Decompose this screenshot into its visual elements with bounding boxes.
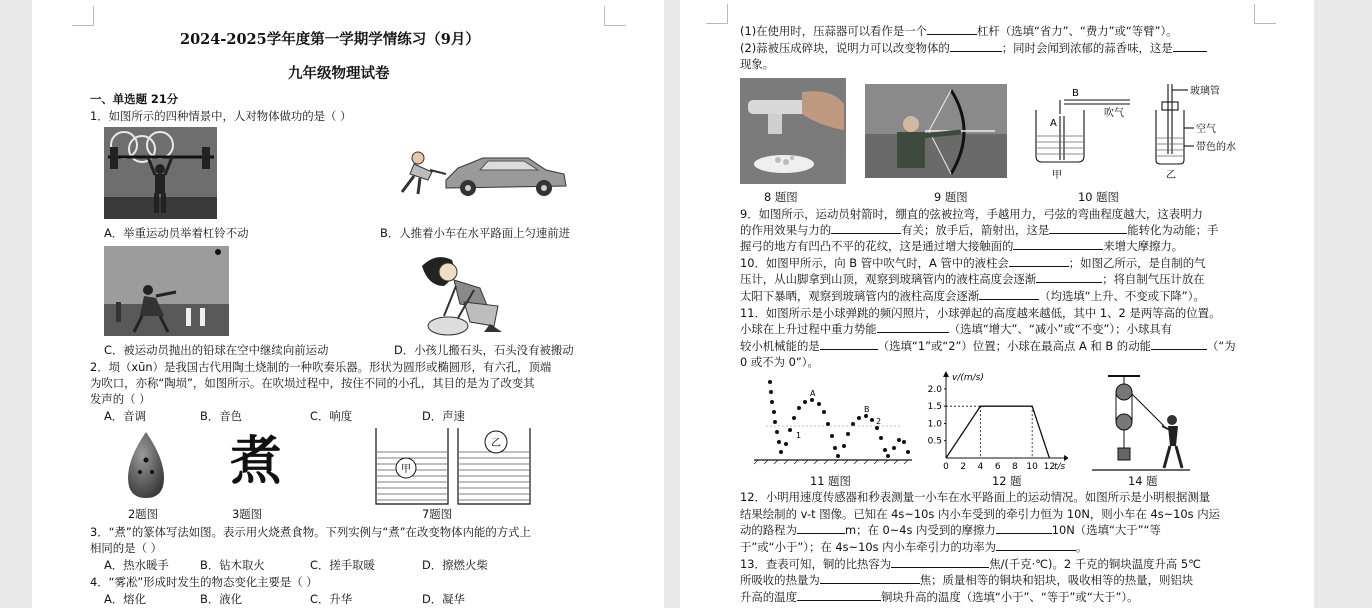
blank[interactable] bbox=[950, 40, 1002, 52]
fig11-label-2: 2 bbox=[876, 417, 882, 426]
q10-text: ；如图乙所示，是自制的气 bbox=[1068, 256, 1206, 270]
y-tick-label: 0.5 bbox=[927, 436, 942, 447]
q9-text: 能转化为动能；手 bbox=[1127, 223, 1219, 237]
option-4b: B．液化 bbox=[200, 592, 242, 606]
question-12-line-3 bbox=[740, 522, 1161, 538]
q8-text: 杠杆（选填“省力”、“费力”或“等臂”）。 bbox=[977, 24, 1178, 38]
x-tick-label: 10 bbox=[1026, 462, 1038, 472]
question-2-line-2: 为吹口，亦称“陶埙”，如图所示。在吹埙过程中，按住不同的小孔，其目的是为了改变其 bbox=[90, 376, 535, 390]
y-axis-arrow bbox=[943, 371, 949, 377]
fig11-label-a: A bbox=[810, 389, 816, 398]
question-4: 4．“雾凇”形成时发生的物态变化主要是（ ） bbox=[90, 575, 318, 589]
option-3d: D．擦燃火柴 bbox=[422, 558, 488, 572]
caption-fig14: 14 题 bbox=[1128, 474, 1158, 488]
caption-fig8: 8 题图 bbox=[764, 190, 798, 204]
y-axis-label: v/(m/s) bbox=[952, 373, 984, 383]
q8-text: ；同时会闻到浓郁的蒜香味，这是 bbox=[1001, 41, 1173, 55]
fig10-label-a: A bbox=[1050, 118, 1057, 129]
question-11-line-2 bbox=[740, 321, 1172, 337]
exam-subtitle: 九年级物理试卷 bbox=[288, 65, 390, 82]
x-tick-label: 12 bbox=[1043, 462, 1056, 472]
seal-character: 煮 bbox=[229, 431, 282, 492]
push-car-image bbox=[388, 148, 570, 200]
blank[interactable] bbox=[979, 288, 1039, 300]
velocity-series-line bbox=[946, 406, 1049, 458]
question-10-line-3 bbox=[740, 288, 1205, 304]
q13-text: 所吸收的热量为 bbox=[740, 573, 820, 587]
q11-text: 小球在上升过程中重力势能 bbox=[740, 322, 877, 336]
option-1a: A．举重运动员举着杠铃不动 bbox=[104, 226, 249, 240]
archer-image bbox=[865, 84, 1007, 178]
blank[interactable] bbox=[996, 539, 1076, 551]
fig10-label-jia: 甲 bbox=[1052, 170, 1062, 181]
fig10-label-blow: 吹气 bbox=[1104, 108, 1124, 119]
q10-text: （均选填“上升、不变或下降”）。 bbox=[1039, 289, 1205, 303]
q10-text: 压计，从山脚拿到山顶，观察到玻璃管内的液柱高度会逐渐 bbox=[740, 272, 1037, 286]
section-heading: 一、单选题 21分 bbox=[90, 92, 179, 106]
crop-mark bbox=[706, 4, 728, 24]
q11-text: （“为 bbox=[1206, 339, 1236, 353]
fig10-label-glass-tube: 玻璃管 bbox=[1190, 86, 1220, 97]
blank[interactable] bbox=[1009, 255, 1069, 267]
q13-text: 焦；质量相等的铜块和铝块，吸收相等的热量，则铝块 bbox=[919, 573, 1194, 587]
blank[interactable] bbox=[1036, 271, 1102, 283]
caption-fig3: 3题图 bbox=[232, 507, 263, 521]
question-3-line-2: 相同的是（ ） bbox=[90, 541, 162, 555]
q11-text: 较小机械能的是 bbox=[740, 339, 820, 353]
blank[interactable] bbox=[820, 338, 878, 350]
fig10-label-yi: 乙 bbox=[1166, 170, 1176, 181]
option-2b: B．音色 bbox=[200, 409, 242, 423]
option-2a: A．音调 bbox=[104, 409, 146, 423]
blank[interactable] bbox=[877, 321, 949, 333]
question-1: 1．如图所示的四种情景中，人对物体做功的是（ ） bbox=[90, 109, 352, 123]
q10-text: 10．如图甲所示，向 B 管中吹气时，A 管中的液柱会 bbox=[740, 256, 1009, 270]
caption-fig10: 10 题图 bbox=[1078, 190, 1119, 204]
blank[interactable] bbox=[927, 23, 977, 35]
fig11-label-b: B bbox=[864, 405, 870, 414]
q10-text: ；将自制气压计放在 bbox=[1102, 272, 1205, 286]
x-axis-label: t/s bbox=[1054, 462, 1066, 472]
garlic-press-image bbox=[740, 78, 846, 184]
crop-mark bbox=[1254, 4, 1276, 24]
blank[interactable] bbox=[996, 522, 1052, 534]
question-9-line-3 bbox=[740, 238, 1183, 254]
option-4a: A．熔化 bbox=[104, 592, 146, 606]
q8-text: (1)在使用时，压蒜器可以看作是一个 bbox=[740, 24, 927, 38]
q10-text: 太阳下暴晒，观察到玻璃管内的液柱高度会逐渐 bbox=[740, 289, 980, 303]
question-10-line-2 bbox=[740, 271, 1205, 287]
q12-text: 于”或“小于”）；在 4s~10s 内小车牵引力的功率为 bbox=[740, 540, 997, 554]
fig10-label-b: B bbox=[1072, 88, 1079, 99]
jar-label-yi: 乙 bbox=[491, 438, 501, 449]
q8-line-3: 现象。 bbox=[740, 57, 775, 71]
blank[interactable] bbox=[1173, 40, 1207, 52]
q11-text: （选填“增大”、“减小”或“不变”）；小球具有 bbox=[948, 322, 1173, 336]
weightlifter-image bbox=[104, 127, 217, 219]
option-4c: C．升华 bbox=[310, 592, 353, 606]
x-tick-label: 4 bbox=[977, 462, 984, 472]
exam-title: 2024-2025学年度第一学期学情练习（9月） bbox=[180, 31, 480, 48]
q13-text: 铜块升高的温度（选填“小于”、“等于”或“大于”）。 bbox=[880, 590, 1139, 604]
right-page bbox=[680, 0, 1314, 608]
question-12-line-4 bbox=[740, 539, 1087, 555]
question-13-line-1 bbox=[740, 556, 1201, 572]
q12-text: 10N（选填“大于”“等 bbox=[1051, 523, 1161, 537]
question-11-line-4: 0 或不为 0”）。 bbox=[740, 355, 819, 369]
q13-text: 13．查表可知，铜的比热容为 bbox=[740, 557, 892, 571]
question-9-line-2 bbox=[740, 222, 1218, 238]
pulley-figure bbox=[1088, 372, 1194, 474]
question-12-line-1: 12．小明用速度传感器和秒表测量一小车在水平路面上的运动情况。如图所示是小明根据测量 bbox=[740, 490, 1211, 504]
jar-label-jia: 甲 bbox=[401, 464, 411, 475]
q9-text: 握弓的地方有凹凸不平的花纹，这是通过增大接触面的 bbox=[740, 239, 1014, 253]
y-tick-label: 1.5 bbox=[927, 402, 942, 413]
q12-text: 动的路程为 bbox=[740, 523, 797, 537]
barometer-figure bbox=[1150, 80, 1250, 182]
blank[interactable] bbox=[891, 556, 989, 568]
x-tick-label: 8 bbox=[1012, 462, 1018, 472]
caption-fig11: 11 题图 bbox=[810, 474, 851, 488]
bouncing-ball-figure bbox=[752, 374, 914, 466]
x-axis-arrow bbox=[1064, 455, 1068, 461]
velocity-time-chart bbox=[918, 370, 1068, 474]
q11-text: （选填“1”或“2”）位置；小球在最高点 A 和 B 的动能 bbox=[877, 339, 1151, 353]
q8-line-1 bbox=[740, 23, 1178, 39]
option-1b: B．人推着小车在水平路面上匀速前进 bbox=[380, 226, 571, 240]
question-11-line-1: 11．如图所示是小球弹跳的频闪照片，小球弹起的高度越来越低，其中 1、2 是两等高的位置。 bbox=[740, 306, 1221, 320]
left-page bbox=[32, 0, 664, 608]
lift-stone-image bbox=[414, 246, 506, 336]
fig11-label-1: 1 bbox=[796, 431, 802, 440]
q9-text: 来增大摩擦力。 bbox=[1103, 239, 1184, 253]
option-4d: D．凝华 bbox=[422, 592, 465, 606]
caption-fig7: 7题图 bbox=[422, 507, 453, 521]
option-2c: C．响度 bbox=[310, 409, 353, 423]
fig10-label-air: 空气 bbox=[1196, 124, 1216, 135]
question-9-line-1: 9．如图所示，运动员射箭时，绷直的弦被拉弯，手越用力，弓弦的弯曲程度越大，这表明力 bbox=[740, 207, 1203, 221]
blank[interactable] bbox=[831, 222, 901, 234]
option-2d: D．声速 bbox=[422, 409, 465, 423]
option-3b: B．钻木取火 bbox=[200, 558, 265, 572]
shot-put-image bbox=[104, 246, 229, 336]
caption-fig2: 2题图 bbox=[128, 507, 159, 521]
question-13-line-3 bbox=[740, 589, 1139, 605]
q8-text: (2)蒜被压成碎块，说明力可以改变物体的 bbox=[740, 41, 950, 55]
question-3-line-1: 3．“煮”的篆体写法如图。表示用火烧煮食物。下列实例与“煮”在改变物体内能的方式上 bbox=[90, 525, 531, 539]
option-3c: C．搓手取暖 bbox=[310, 558, 375, 572]
option-1d: D．小孩儿搬石头，石头没有被搬动 bbox=[394, 343, 574, 357]
blank[interactable] bbox=[797, 589, 881, 601]
question-2-line-1: 2．埙（xūn）是我国古代用陶土烧制的一种吹奏乐器。形状为圆形或椭圆形，有六孔，顶端 bbox=[90, 360, 552, 374]
q13-text: 升高的温度 bbox=[740, 590, 797, 604]
q12-text: m；在 0~4s 内受到的摩擦力 bbox=[844, 523, 996, 537]
x-tick-label: 0 bbox=[943, 462, 949, 472]
q12-text: 。 bbox=[1076, 540, 1088, 554]
q8-line-2 bbox=[740, 40, 1207, 56]
question-2-line-3: 发声的（ ） bbox=[90, 392, 151, 406]
fig10-label-water: 带色的水 bbox=[1196, 142, 1236, 153]
blank[interactable] bbox=[1049, 222, 1127, 234]
caption-fig12: 12 题 bbox=[992, 474, 1022, 488]
caption-fig9: 9 题图 bbox=[934, 190, 968, 204]
blank[interactable] bbox=[820, 572, 920, 584]
blank[interactable] bbox=[797, 522, 845, 534]
x-tick-label: 2 bbox=[960, 462, 967, 472]
y-tick-label: 2.0 bbox=[927, 384, 942, 395]
question-11-line-3 bbox=[740, 338, 1236, 354]
water-jars-figure bbox=[372, 424, 534, 508]
q9-text: 有关；放手后，箭射出，这是 bbox=[901, 223, 1050, 237]
y-tick-label: 1.0 bbox=[927, 419, 942, 430]
question-10-line-1 bbox=[740, 255, 1205, 271]
blank[interactable] bbox=[1151, 338, 1207, 350]
q9-text: 的作用效果与力的 bbox=[740, 223, 832, 237]
option-3a: A．热水暖手 bbox=[104, 558, 169, 572]
q13-text: 焦/(千克·℃)。2 千克的铜块温度升高 5℃ bbox=[989, 557, 1201, 571]
x-tick-label: 6 bbox=[994, 462, 1001, 472]
blank[interactable] bbox=[1013, 238, 1103, 250]
question-13-line-2 bbox=[740, 572, 1193, 588]
xun-instrument-image bbox=[124, 430, 168, 500]
crop-mark bbox=[72, 6, 94, 26]
option-1c: C．被运动员抛出的铅球在空中继续向前运动 bbox=[104, 343, 329, 357]
question-12-line-2: 结果绘制的 v-t 图像。已知在 4s~10s 内小车受到的牵引力恒为 10N，则小车在 4s~10s 内运 bbox=[740, 507, 1221, 521]
blow-tube-figure bbox=[1030, 86, 1142, 182]
crop-mark bbox=[604, 6, 626, 26]
